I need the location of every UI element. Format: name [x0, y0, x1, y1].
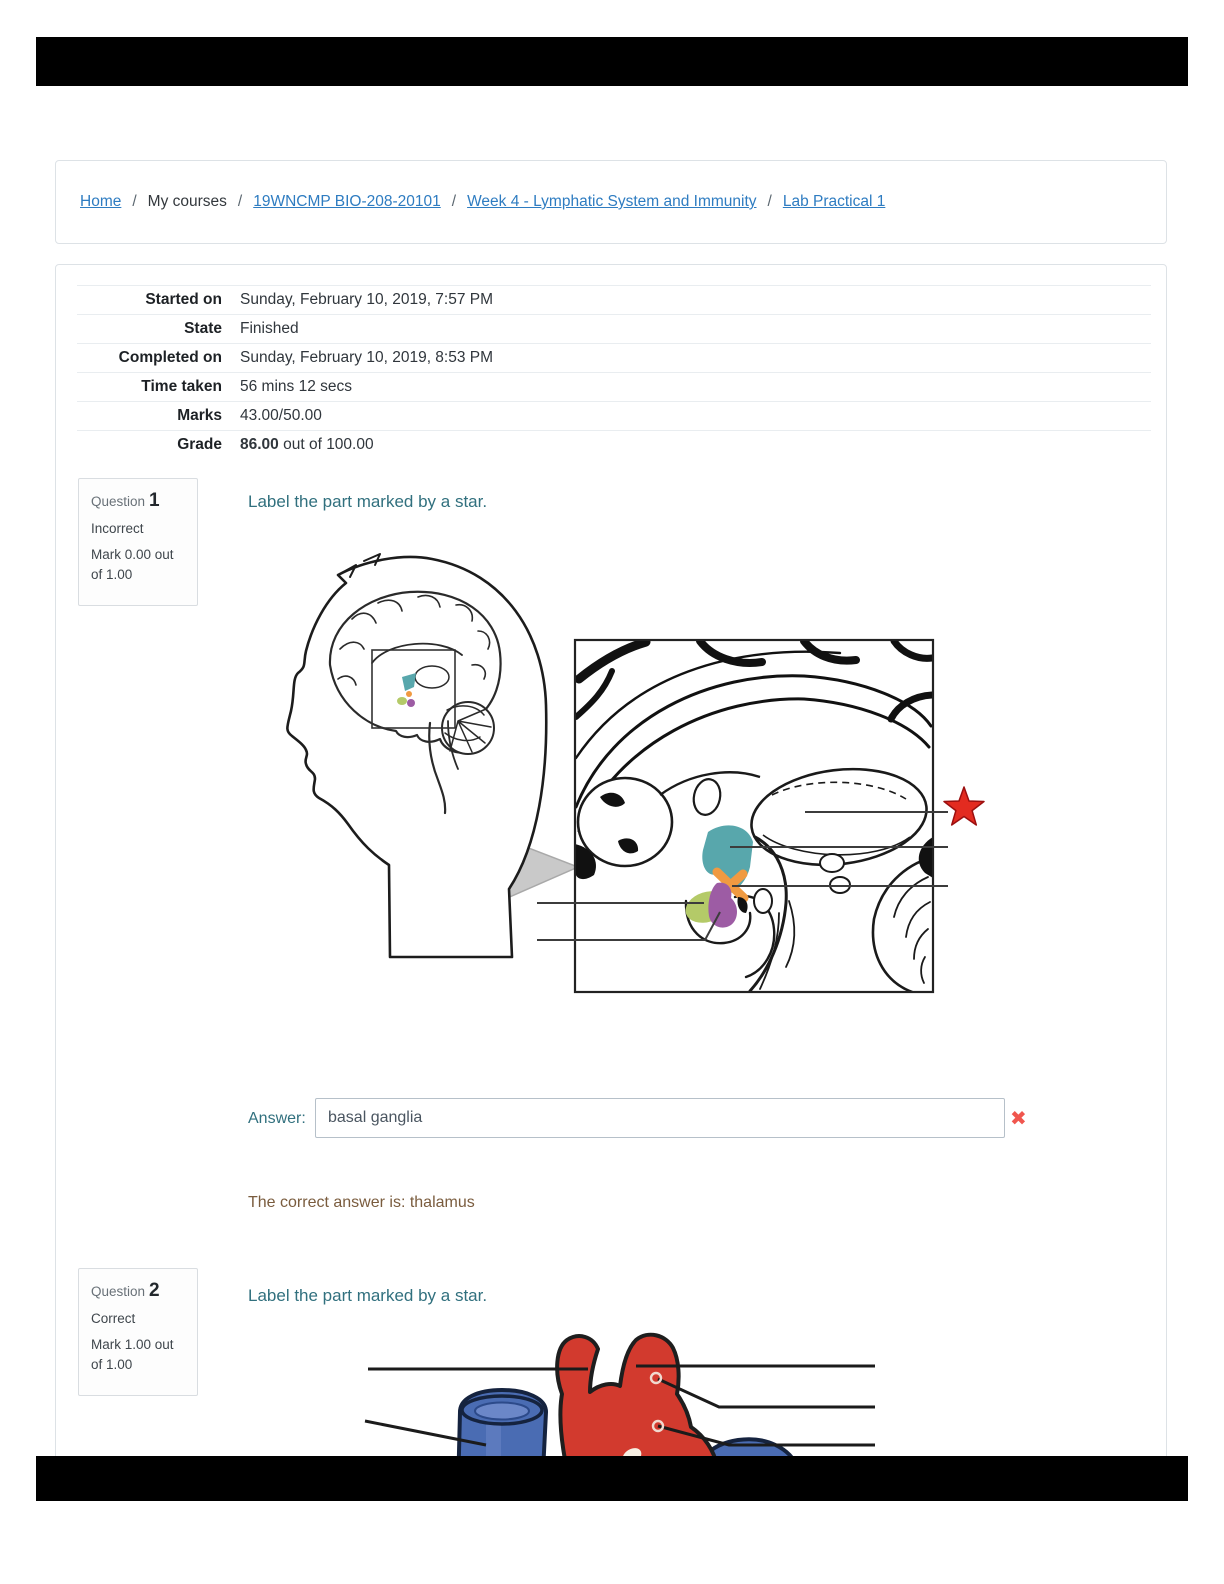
breadcrumb-separator: / — [767, 193, 772, 210]
question-mark: Mark 1.00 out of 1.00 — [91, 1337, 174, 1372]
breadcrumb-link-home[interactable]: Home — [80, 193, 122, 210]
breadcrumb-link-week4[interactable]: Week 4 - Lymphatic System and Immunity — [467, 193, 757, 210]
breadcrumb-link-course[interactable]: 19WNCMP BIO-208-20101 — [253, 193, 441, 210]
top-redacted-banner — [36, 37, 1188, 86]
breadcrumb — [80, 193, 885, 211]
summary-label: Started on — [145, 291, 222, 308]
question-mark: Mark 0.00 out of 1.00 — [91, 547, 174, 582]
breadcrumb-item-my-courses: My courses — [147, 193, 227, 210]
summary-value: 43.00/50.00 — [240, 407, 322, 424]
anterior-pituitary-mini — [397, 697, 407, 705]
bottom-redacted-banner — [36, 1456, 1188, 1501]
breadcrumb-separator: / — [132, 193, 137, 210]
question-number: Question 2 — [91, 1280, 160, 1301]
answer-input[interactable] — [315, 1098, 1005, 1138]
summary-label: Completed on — [118, 349, 222, 366]
question2-info-box — [78, 1268, 198, 1396]
summary-value: Sunday, February 10, 2019, 7:57 PM — [240, 291, 494, 308]
attempt-summary-table — [77, 285, 1151, 459]
question1-info-box — [78, 478, 198, 606]
breadcrumb-separator: / — [451, 193, 457, 210]
summary-row-grade — [77, 430, 1151, 459]
question-number: Question 1 — [91, 490, 160, 511]
question1-prompt: Label the part marked by a star. — [248, 492, 488, 511]
summary-value: Sunday, February 10, 2019, 8:53 PM — [240, 349, 494, 366]
summary-row-state — [77, 314, 1151, 343]
breadcrumb-separator: / — [237, 193, 243, 210]
brain-diagram-image — [280, 545, 985, 1020]
summary-value: Finished — [240, 320, 299, 337]
question-state-badge: Correct — [91, 1311, 136, 1326]
question2-prompt: Label the part marked by a star. — [248, 1286, 488, 1305]
summary-label: Marks — [177, 407, 222, 424]
summary-row-completed — [77, 343, 1151, 372]
correct-answer-feedback: The correct answer is: thalamus — [248, 1194, 475, 1211]
infundibulum-mini — [406, 691, 412, 697]
summary-row-time — [77, 372, 1151, 401]
summary-value: 56 mins 12 secs — [240, 378, 352, 395]
summary-label: Time taken — [141, 378, 222, 395]
breadcrumb-card — [55, 160, 1167, 244]
star-marker-icon — [944, 787, 984, 825]
summary-label: State — [184, 320, 222, 337]
answer-label: Answer: — [248, 1110, 306, 1127]
question-state-badge: Incorrect — [91, 521, 144, 536]
summary-row-started — [77, 285, 1151, 314]
summary-row-marks — [77, 401, 1151, 430]
incorrect-icon: ✖ — [1010, 1108, 1027, 1130]
summary-label: Grade — [177, 436, 222, 453]
breadcrumb-link-lab-practical[interactable]: Lab Practical 1 — [782, 193, 886, 210]
summary-value: 86.00 out of 100.00 — [240, 436, 374, 453]
posterior-pituitary-mini — [407, 699, 415, 707]
